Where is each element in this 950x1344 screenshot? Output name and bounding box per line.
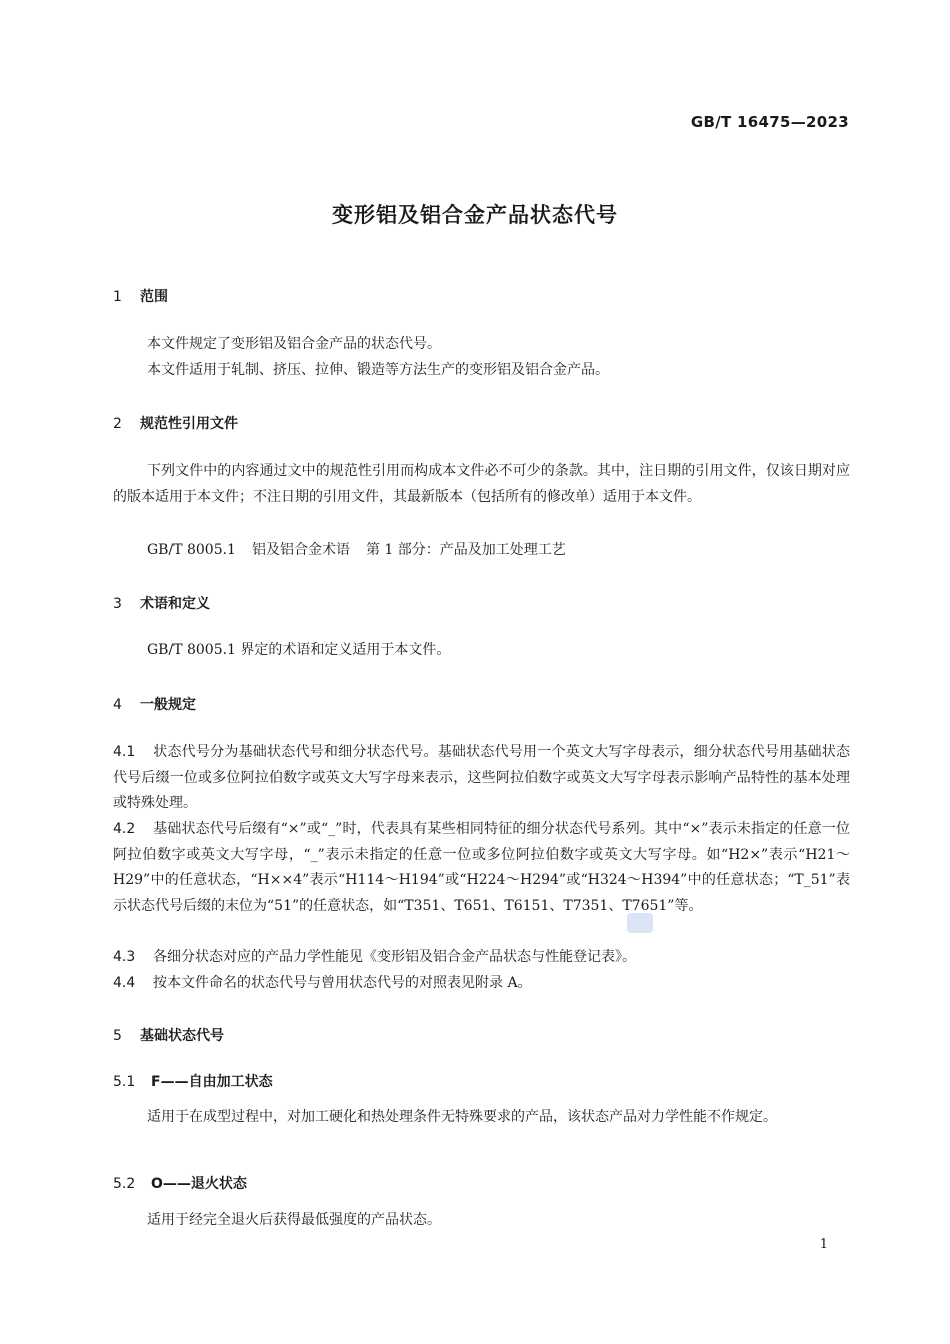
- section-title: 术语和定义: [140, 596, 210, 612]
- paragraph: 适用于在成型过程中，对加工硬化和热处理条件无特殊要求的产品，该状态产品对力学性能不作规定。: [147, 1109, 777, 1125]
- subsection-title: O——退火状态: [151, 1176, 247, 1192]
- paragraph: 本文件适用于轧制、挤压、拉伸、锻造等方法生产的变形铝及铝合金产品。: [147, 362, 609, 378]
- watermark-logo: [627, 913, 653, 933]
- section-number: 4: [113, 697, 122, 713]
- section-number: 2: [113, 416, 122, 432]
- reference-part: 第 1 部分：产品及加工处理工艺: [365, 542, 566, 558]
- section-number: 5: [113, 1028, 122, 1044]
- clause-4-4: [113, 971, 850, 997]
- subsection-5-1-heading: [113, 1071, 273, 1091]
- clause-4-2: [113, 817, 850, 919]
- paragraph: 下列文件中的内容通过文中的规范性引用而构成本文件必不可少的条款。其中，注日期的引用文件，仅该日期对应的版本适用于本文件；不注日期的引用文件，其最新版本（包括所有的修改单）适用于本文件。: [113, 463, 850, 505]
- section-number: 1: [113, 289, 122, 305]
- clause-4-1: [113, 740, 850, 817]
- subsection-title: F——自由加工状态: [151, 1074, 273, 1090]
- section-title: 规范性引用文件: [140, 416, 238, 432]
- section-number: 3: [113, 596, 122, 612]
- section-1-heading: [113, 286, 168, 306]
- subsection-5-2-heading: [113, 1173, 247, 1193]
- clause-number: 4.4: [113, 975, 136, 991]
- clause-number: 4.1: [113, 744, 136, 760]
- paragraph: 本文件规定了变形铝及铝合金产品的状态代号。: [147, 336, 441, 352]
- clause-4-3: [113, 945, 850, 971]
- page-number: 1: [819, 1237, 828, 1252]
- document-title: 变形铝及铝合金产品状态代号: [332, 203, 618, 227]
- reference-title: 铝及铝合金术语: [251, 542, 350, 558]
- section-title: 一般规定: [140, 697, 196, 713]
- section-5-heading: [113, 1025, 224, 1045]
- standard-number: GB/T 16475—2023: [690, 113, 849, 131]
- clause-text: 状态代号分为基础状态代号和细分状态代号。基础状态代号用一个英文大写字母表示，细分状态代号用基础状态代号后缀一位或多位阿拉伯数字或英文大写字母来表示，这些阿拉伯数字或英文大写字母表示影响产品特性的基本处理或特殊处理。: [113, 744, 850, 811]
- paragraph: GB/T 8005.1 界定的术语和定义适用于本文件。: [147, 642, 451, 658]
- subsection-number: 5.1: [113, 1074, 136, 1090]
- paragraph: 适用于经完全退火后获得最低强度的产品状态。: [147, 1212, 441, 1228]
- subsection-number: 5.2: [113, 1176, 136, 1192]
- reference-code: GB/T 8005.1: [147, 542, 236, 558]
- section-title: 范围: [140, 289, 168, 305]
- section-title: 基础状态代号: [140, 1028, 224, 1044]
- clause-text: 按本文件命名的状态代号与曾用状态代号的对照表见附录 A。: [153, 975, 532, 991]
- clause-text: 各细分状态对应的产品力学性能见《变形铝及铝合金产品状态与性能登记表》。: [153, 949, 636, 965]
- normative-reference: [147, 539, 582, 559]
- clause-number: 4.3: [113, 949, 136, 965]
- section-4-heading: [113, 694, 196, 714]
- section-2-heading: [113, 413, 238, 433]
- section-3-heading: [113, 593, 210, 613]
- clause-number: 4.2: [113, 821, 136, 837]
- clause-text: 基础状态代号后缀有“×”或“_”时，代表具有某些相同特征的细分状态代号系列。其中“×”表示未指定的任意一位阿拉伯数字或英文大写字母，“_”表示未指定的任意一位或多位阿拉伯数字或英文大写字母。如“H2×”表示“H21～H29”中的任意状态，“H××4”表示“H114～H194”或“H224～H294”或“H324～H394”中的任意状态；“T_51”表示状态代号后缀的末位为“51”的任意状态，如“T351、T651、T6151、T7351、T7651”等。: [113, 821, 850, 914]
